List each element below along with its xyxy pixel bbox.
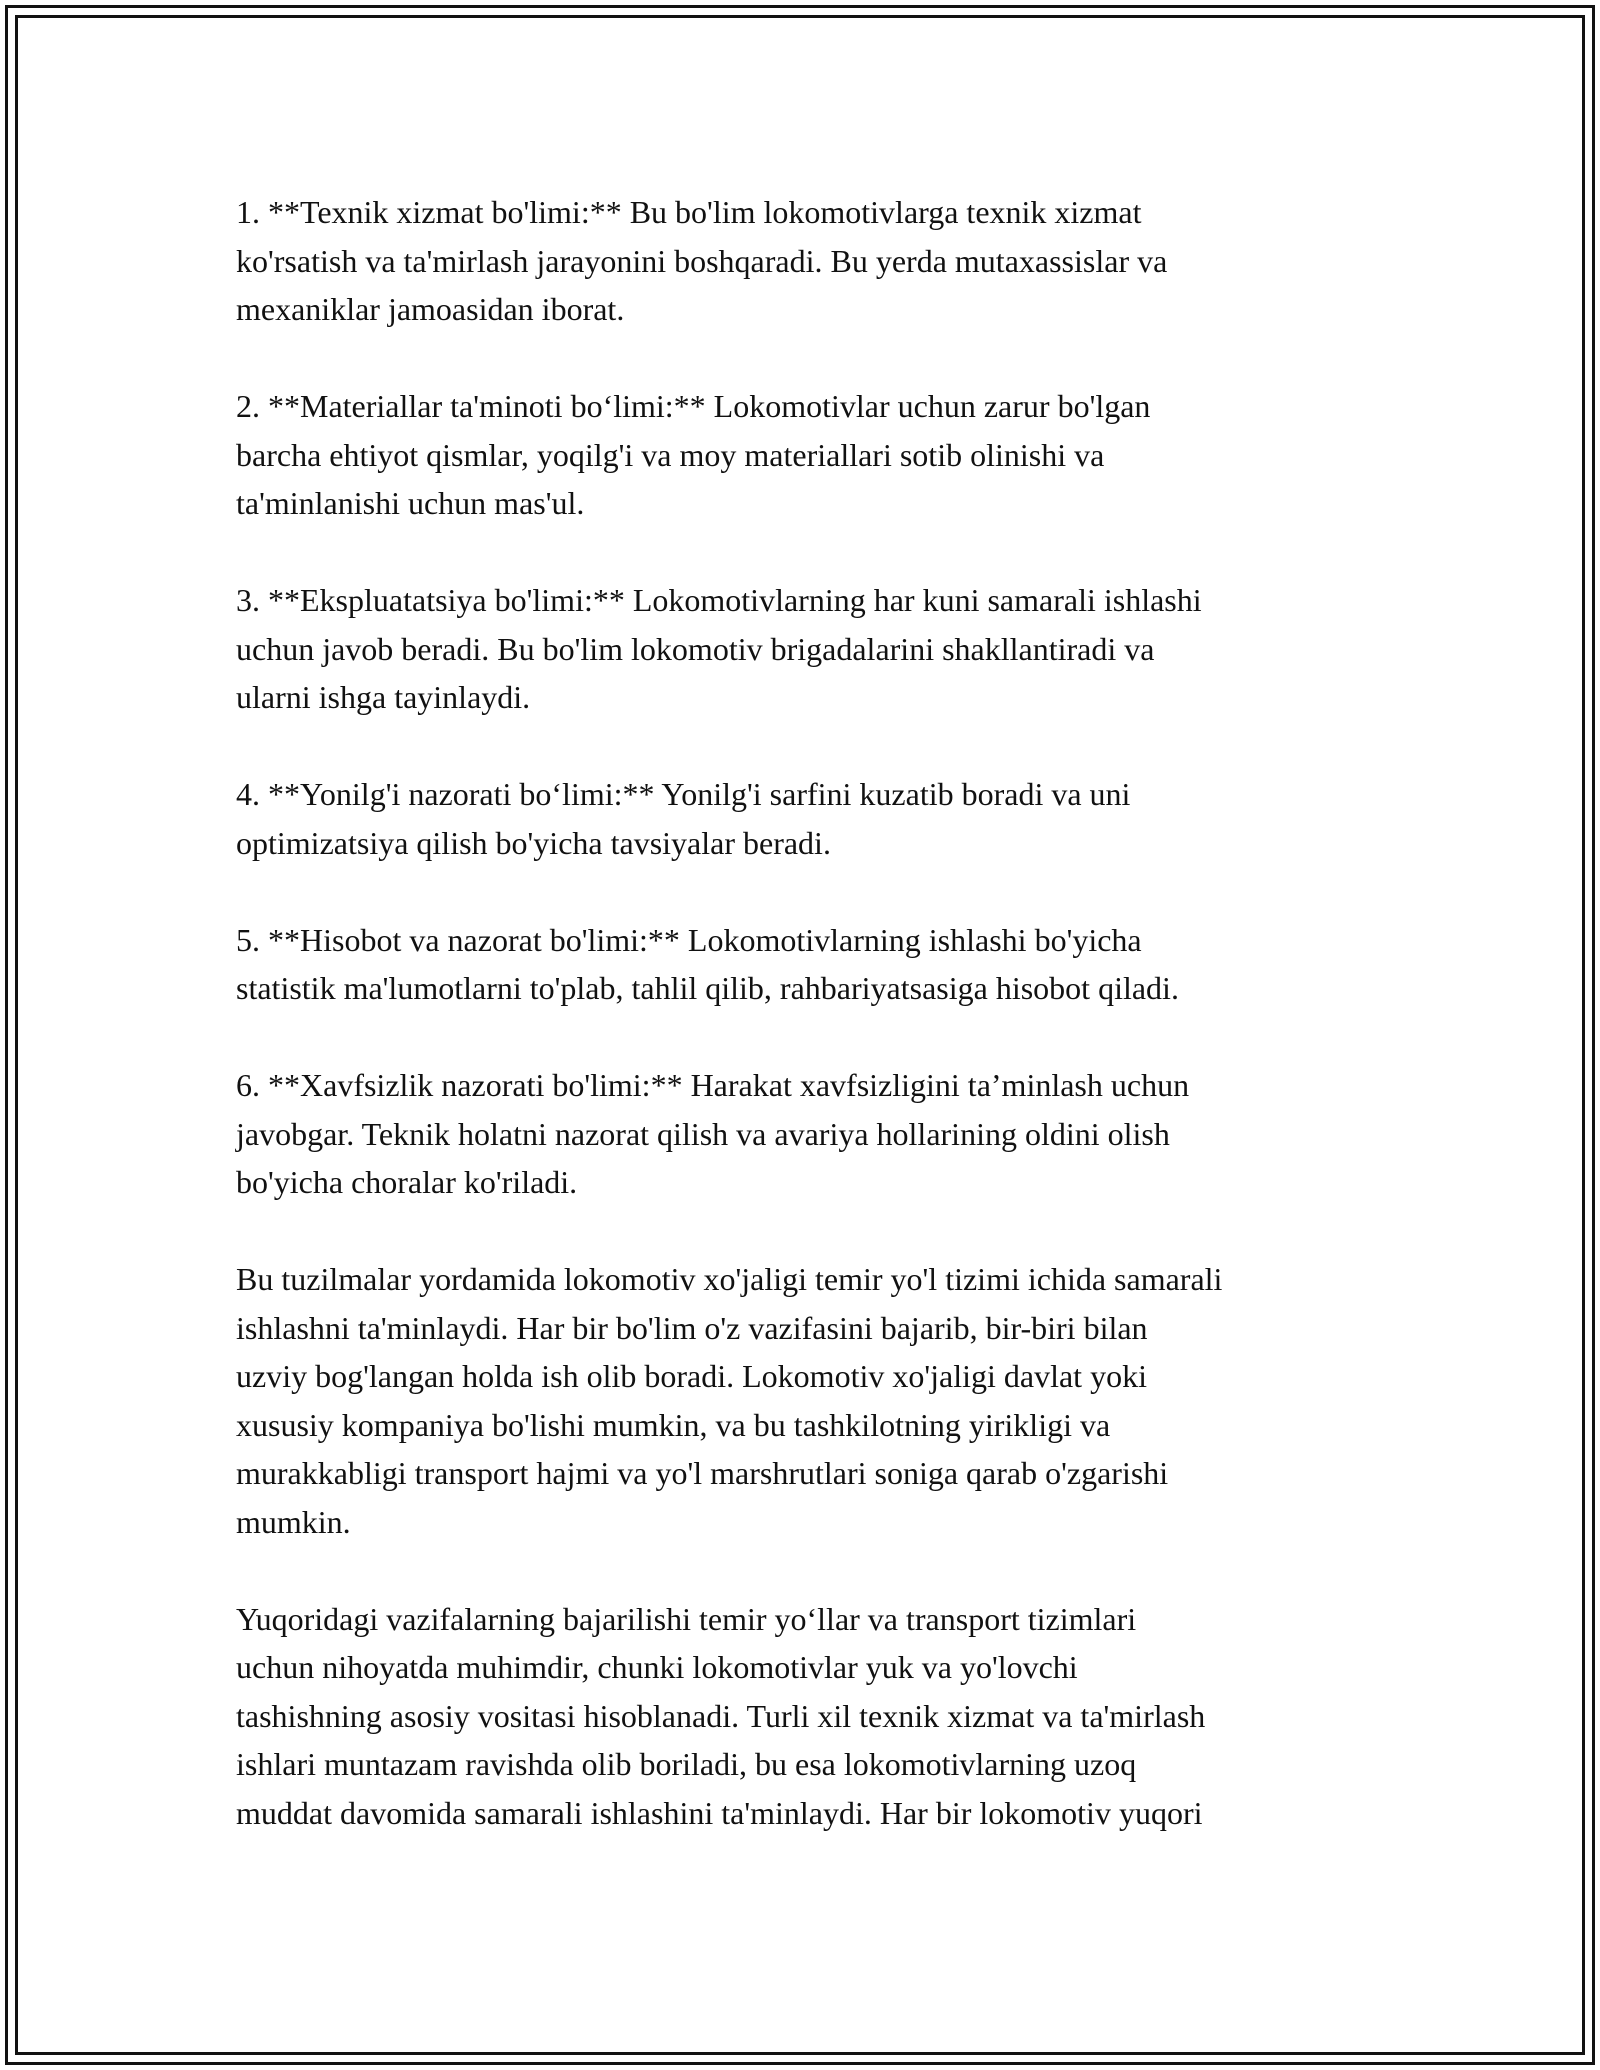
text-line: javobgar. Teknik holatni nazorat qilish va avariya hollarining oldini olish — [236, 1115, 1170, 1152]
text-line: ta'minlanishi uchun mas'ul. — [236, 485, 585, 521]
text-line: mexaniklar jamoasidan iborat. — [236, 291, 625, 327]
paragraph-3 — [236, 576, 1386, 722]
text-line: barcha ehtiyot qismlar, yoqilg'i va moy materiallari sotib olinishi va — [236, 436, 1105, 473]
text-line: statistik ma'lumotlarni to'plab, tahlil qilib, rahbariyatsasiga hisobot qiladi. — [236, 970, 1179, 1006]
text-line: ishlari muntazam ravishda olib boriladi, bu esa lokomotivlarning uzoq — [236, 1746, 1137, 1782]
text-line: murakkabligi transport hajmi va yo'l marshrutlari soniga qarab o'zgarishi — [236, 1455, 1169, 1491]
text-line: 3. **Ekspluatatsiya bo'limi:** Lokomotivlarning har kuni samarali ishlashi — [236, 582, 1202, 618]
text-line: 5. **Hisobot va nazorat bo'limi:** Lokomotivlarning ishlashi bo'yicha — [236, 921, 1142, 958]
text-line: ishlashni ta'minlaydi. Har bir bo'lim o'z vazifasini bajarib, bir-biri bilan — [236, 1309, 1148, 1346]
text-line: uzviy bog'langan holda ish olib boradi. Lokomotiv xo'jaligi davlat yoki — [236, 1358, 1147, 1394]
text-line: optimizatsiya qilish bo'yicha tavsiyalar beradi. — [236, 824, 831, 861]
paragraph-7 — [236, 1255, 1386, 1546]
paragraph-5 — [236, 916, 1386, 1013]
text-line: 2. **Materiallar ta'minoti bo‘limi:** Lokomotivlar uchun zarur bo'lgan — [236, 388, 1151, 424]
text-line: ko'rsatish va ta'mirlash jarayonini boshqaradi. Bu yerda mutaxassislar va — [236, 242, 1168, 279]
document-body — [236, 188, 1386, 1886]
text-line: xususiy kompaniya bo'lishi mumkin, va bu tashkilotning yirikligi va — [236, 1406, 1111, 1443]
text-line: Bu tuzilmalar yordamida lokomotiv xo'jaligi temir yo'l tizimi ichida samarali — [236, 1261, 1223, 1297]
text-line: uchun nihoyatda muhimdir, chunki lokomotivlar yuk va yo'lovchi — [236, 1649, 1078, 1685]
text-line: ularni ishga tayinlaydi. — [236, 679, 531, 715]
paragraph-8 — [236, 1595, 1386, 1838]
paragraph-1 — [236, 188, 1386, 334]
text-line: muddat davomida samarali ishlashini ta'minlaydi. Har bir lokomotiv yuqori — [236, 1794, 1203, 1831]
text-line: mumkin. — [236, 1503, 351, 1540]
text-line: uchun javob beradi. Bu bo'lim lokomotiv brigadalarini shakllantiradi va — [236, 630, 1155, 667]
text-line: bo'yicha choralar ko'riladi. — [236, 1164, 578, 1200]
paragraph-6 — [236, 1061, 1386, 1207]
paragraph-4 — [236, 770, 1386, 867]
text-line: Yuqoridagi vazifalarning bajarilishi temir yo‘llar va transport tizimlari — [236, 1600, 1137, 1637]
text-line: 1. **Texnik xizmat bo'limi:** Bu bo'lim lokomotivlarga texnik xizmat — [236, 194, 1142, 230]
text-line: 4. **Yonilg'i nazorati bo‘limi:** Yonilg'i sarfini kuzatib boradi va uni — [236, 776, 1131, 812]
paragraph-2 — [236, 382, 1386, 528]
text-line: 6. **Xavfsizlik nazorati bo'limi:** Harakat xavfsizligini ta’minlash uchun — [236, 1067, 1190, 1103]
text-line: tashishning asosiy vositasi hisoblanadi. Turli xil texnik xizmat va ta'mirlash — [236, 1697, 1206, 1734]
